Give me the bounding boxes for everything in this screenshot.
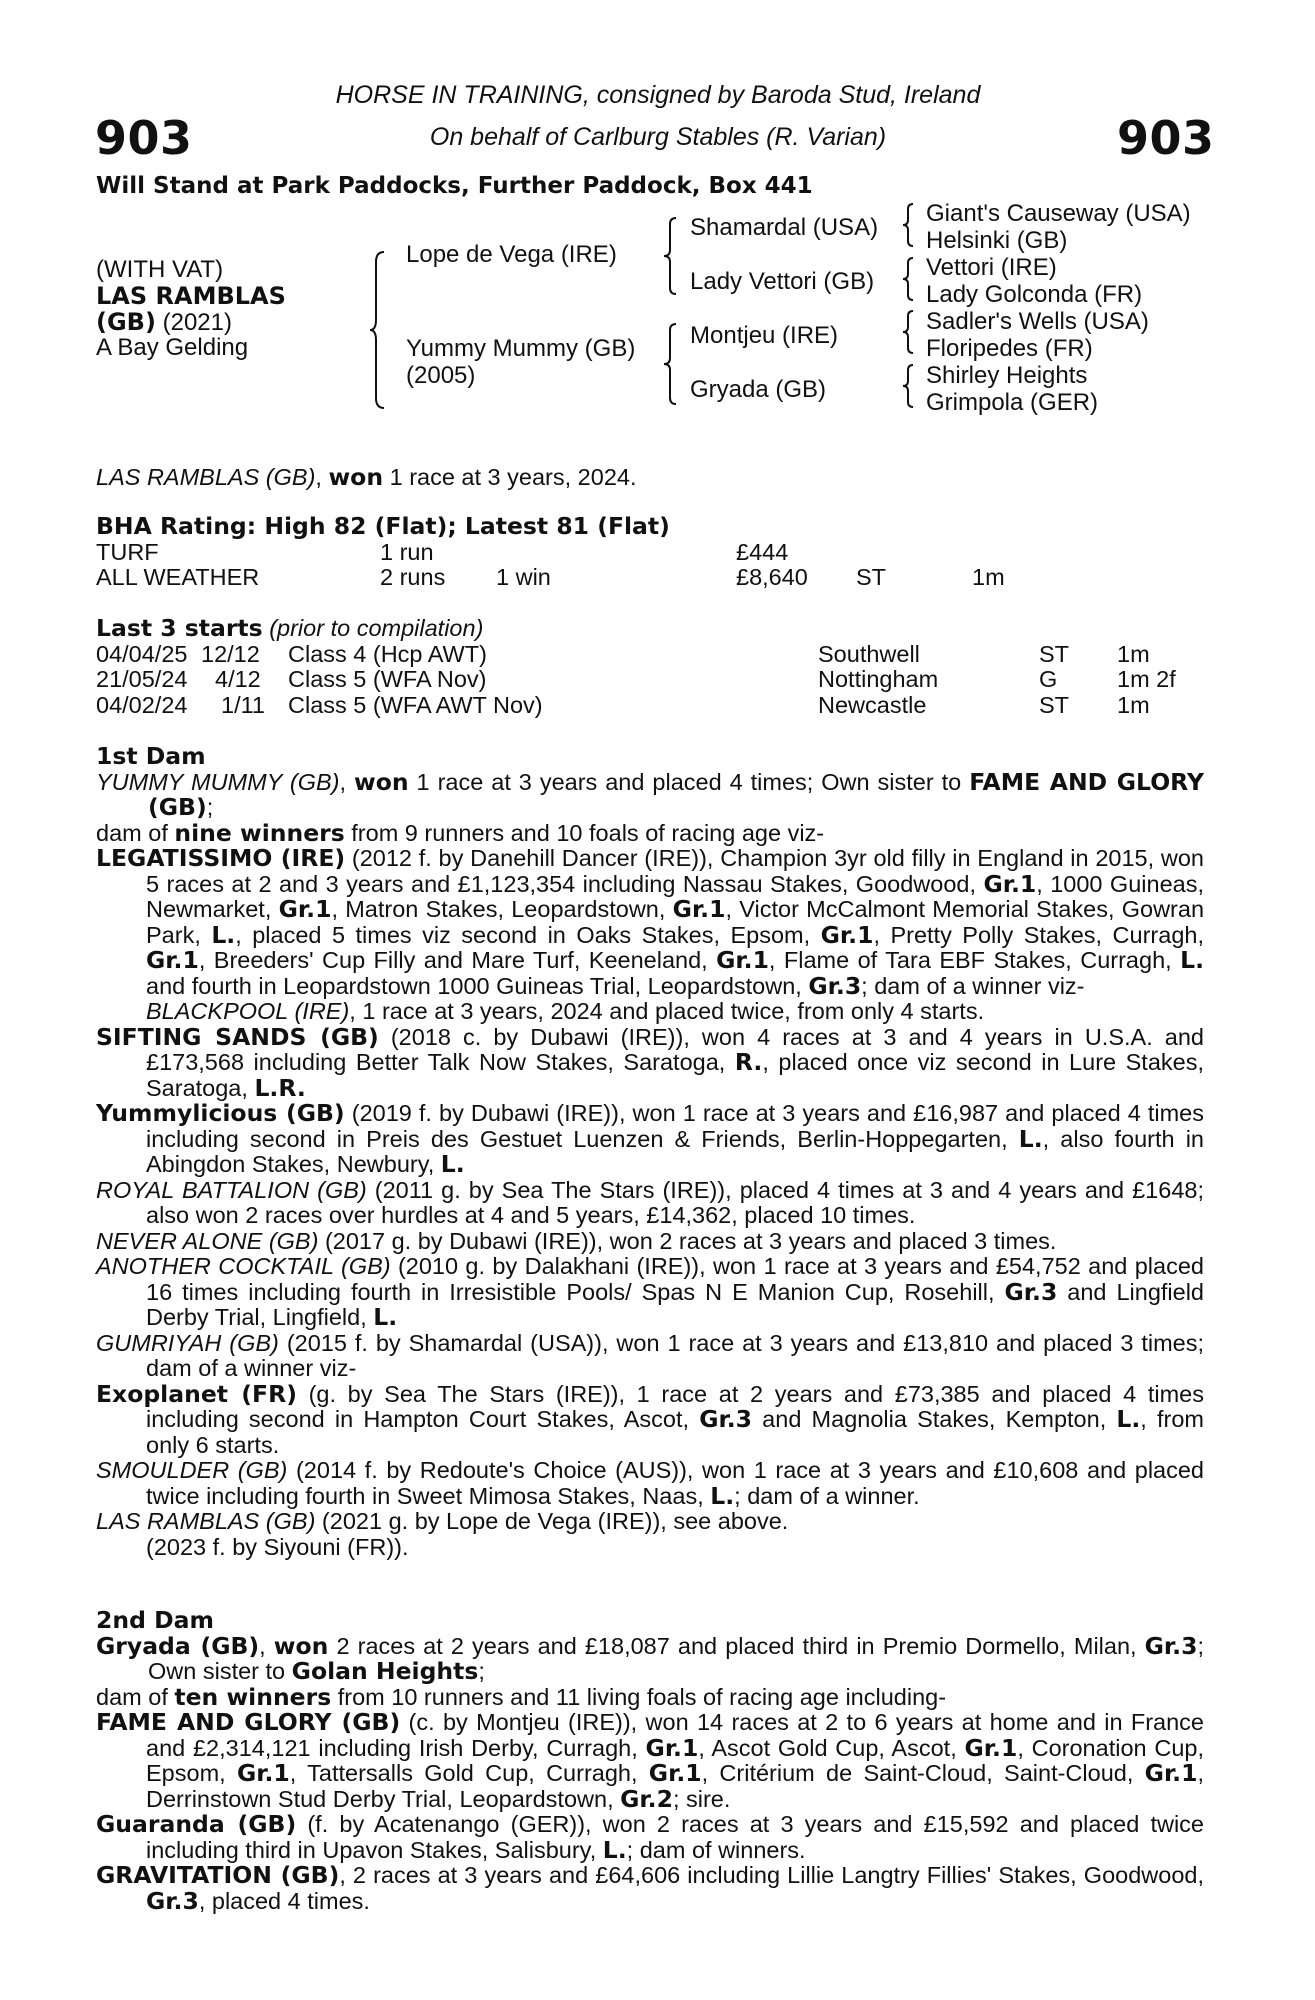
produce-text: (2021 g. by Lope de Vega (IRE)), see above.: [315, 1508, 789, 1534]
start-course: Nottingham: [818, 666, 939, 692]
produce-text: (2015 f. by Shamardal (USA)), won 1 race at 3 years and £13,810 and placed 3 times; dam of a winner viz-: [146, 1329, 1204, 1381]
grade: Gr.3: [808, 971, 862, 1000]
rating-heading: BHA Rating: High 82 (Flat); Latest 81 (Flat): [96, 512, 670, 540]
produce-text: , Coronation Cup, Epsom,: [146, 1734, 1204, 1786]
start-date: 21/05/24: [96, 666, 188, 692]
summary-name: LAS RAMBLAS (GB): [96, 464, 316, 490]
sister-name: Golan Heights: [291, 1657, 479, 1685]
produce-entry-gumriyah: [96, 1331, 1204, 1382]
horse-name: LAS RAMBLAS: [96, 282, 286, 310]
produce-text: , from only 6 starts.: [146, 1406, 1204, 1458]
gg-6: Floripedes (FR): [926, 335, 1093, 362]
last-starts-heading: Last 3 starts: [96, 614, 263, 642]
gg-5: Sadler's Wells (USA): [926, 308, 1149, 335]
produce-text: ; dam of winners.: [626, 1836, 806, 1863]
produce-text: , also fourth in Abingdon Stakes, Newbury,: [146, 1125, 1204, 1177]
grade: L.: [1180, 946, 1204, 974]
grade: Gr.1: [672, 895, 726, 923]
grade: Gr.3: [146, 1886, 199, 1915]
grade: Gr.3: [1144, 1631, 1198, 1660]
dam-text: 2 races at 2 years and £18,087 and placed third in Premio Dormello, Milan,: [328, 1632, 1145, 1659]
produce-text: (2011 g. by Sea The Stars (IRE)), placed 4 times at 3 and 4 years and £1648; also won 2 races over hurdles at 4 and 5 years, £14,362, placed 10 times.: [146, 1176, 1204, 1228]
lot-number-right: 903: [1117, 111, 1215, 165]
produce-text: , Flame of Tara EBF Stakes, Curragh,: [768, 947, 1181, 973]
produce-text: , Pretty Polly Stakes, Curragh,: [873, 921, 1204, 948]
produce-text: , Victor McCalmont Memorial Stakes, Gowran Park,: [146, 896, 1205, 948]
dam-text: ; Own sister to: [148, 1632, 1204, 1684]
dam-of-text: from 10 runners and 11 living foals of racing age including-: [331, 1683, 947, 1710]
rating-dist: 1m: [972, 564, 1005, 590]
produce-text: (2012 f. by Danehill Dancer (IRE)), Champion 3yr old filly in England in 2015, won 5 races at 2 and 3 years and £1,123,354 including Nassau Stakes, Goodwood,: [146, 845, 1204, 897]
produce-name: GRAVITATION (GB): [96, 1861, 340, 1889]
produce-entry-legatissimo: [96, 846, 1204, 999]
grade: Gr.1: [716, 946, 769, 974]
produce-text: , placed once viz second in Lure Stakes, Saratoga,: [146, 1049, 1204, 1101]
grade: L.: [211, 920, 236, 949]
produce-text: ; dam of a winner viz-: [861, 972, 1085, 999]
produce-text: (2019 f. by Dubawi (IRE)), won 1 race at 3 years and £16,987 and placed 4 times including second in Preis des Gestuet Luenzen & Friends, Berlin-Hoppegarten,: [146, 1100, 1204, 1152]
last-starts-note: (prior to compilation): [269, 615, 484, 641]
produce-entry-2023-foal: [96, 1535, 1204, 1561]
pedigree-brace-dam: [664, 322, 678, 406]
sister-name: FAME AND GLORY (GB): [148, 767, 1204, 821]
grade: L.: [1018, 1124, 1043, 1153]
grade: Gr.3: [699, 1405, 753, 1433]
rating-surface: TURF: [96, 538, 159, 565]
produce-text: , Critérium de Saint-Cloud, Saint-Cloud,: [701, 1760, 1145, 1786]
winners-count: nine winners: [174, 818, 345, 847]
dam-text: 1 race at 3 years and placed 4 times; Own sister to: [408, 768, 970, 795]
rating-section: [96, 514, 1204, 591]
start-pos: 12/12: [201, 640, 260, 667]
produce-text: and fourth in Leopardstown 1000 Guineas Trial, Leopardstown,: [146, 972, 809, 999]
produce-text: (2018 c. by Dubawi (IRE)), won 4 races at 3 and 4 years in U.S.A. and £173,568 including Better Talk Now Stakes, Saratoga,: [146, 1023, 1204, 1075]
produce-entry-another-cocktail: [96, 1254, 1204, 1331]
gg-7: Shirley Heights: [926, 362, 1088, 389]
vat-label: (WITH VAT): [96, 256, 224, 283]
start-race: Class 5 (WFA Nov): [288, 666, 487, 692]
produce-text: , placed 4 times.: [198, 1887, 370, 1914]
first-dam-paragraph: YUMMY MUMMY (GB), won 1 race at 3 years and placed 4 times; Own sister to FAME AND GLORY (GB);: [96, 767, 1204, 821]
lot-number-left: 903: [95, 111, 193, 165]
rating-prize: £444: [736, 538, 789, 565]
on-behalf-line: On behalf of Carlburg Stables (R. Varian): [429, 123, 887, 151]
grade: L.: [1116, 1405, 1141, 1433]
consignor-line: HORSE IN TRAINING, consigned by Baroda Stud, Ireland: [335, 81, 981, 109]
start-going: ST: [1039, 691, 1070, 718]
produce-name: ANOTHER COCKTAIL (GB): [96, 1253, 391, 1279]
grade: R.: [734, 1048, 763, 1076]
first-dam-heading: 1st Dam: [96, 742, 206, 770]
produce-name: SMOULDER (GB): [96, 1457, 288, 1483]
produce-sub-exoplanet: [96, 1379, 1204, 1459]
dam-of-text: from 9 runners and 10 foals of racing age viz-: [344, 819, 825, 846]
start-going: G: [1039, 666, 1058, 692]
produce-name: GUMRIYAH (GB): [96, 1329, 279, 1356]
grade: Gr.1: [278, 895, 332, 923]
dam-name: Yummy Mummy (GB): [406, 335, 636, 362]
produce-text: , Matron Stakes, Leopardstown,: [331, 896, 673, 922]
grade: Gr.1: [820, 920, 874, 949]
dam-of-text: dam of: [96, 819, 175, 846]
start-course: Southwell: [818, 640, 920, 667]
won-label: won: [273, 1631, 329, 1660]
grade: L.: [602, 1835, 627, 1864]
produce-sub-blackpool: [96, 999, 1204, 1025]
grade: Gr.1: [648, 1759, 702, 1787]
produce-text: , Tattersalls Gold Cup, Curragh,: [289, 1760, 649, 1786]
last-starts-heading-line: [96, 616, 1204, 642]
start-dist: 1m: [1117, 640, 1150, 667]
produce-text: (2017 g. by Dubawi (IRE)), won 2 races at 3 years and placed 3 times.: [318, 1227, 1057, 1254]
produce-text: , Breeders' Cup Filly and Mare Turf, Keeneland,: [198, 947, 717, 973]
start-course: Newcastle: [818, 691, 927, 718]
produce-name: Yummylicious (GB): [96, 1099, 345, 1127]
start-pos: 1/11: [221, 691, 265, 718]
grade: Gr.2: [620, 1784, 673, 1813]
grade: Gr.1: [146, 946, 199, 974]
grade: L.R.: [254, 1073, 306, 1102]
second-dam-section: [96, 1608, 1204, 1914]
produce-entry-smoulder: [96, 1458, 1204, 1509]
produce-entry-royal-battalion: [96, 1178, 1204, 1229]
rating-row-aw: [96, 565, 1204, 591]
dam-of-text: dam of: [96, 1683, 175, 1710]
won-label: won: [354, 767, 409, 796]
dam-text: ;: [478, 1658, 485, 1684]
produce-text: (f. by Acatenango (GER)), won 2 races at 3 years and £15,592 and placed twice including third in Upavon Stakes, Salisbury,: [146, 1811, 1204, 1863]
produce-entry-never-alone: [96, 1229, 1204, 1255]
grade: Gr.1: [645, 1733, 699, 1762]
produce-text: (2010 g. by Dalakhani (IRE)), won 1 race at 3 years and £54,752 and placed 16 times including fourth in Irresistible Pools/ Spas N E Manion Cup, Rosehill,: [146, 1253, 1204, 1305]
start-race: Class 5 (WFA AWT Nov): [288, 691, 543, 718]
gg-2: Helsinki (GB): [926, 227, 1068, 254]
produce-text: and Lingfield Derby Trial, Lingfield,: [146, 1278, 1205, 1330]
horse-country: (GB): [96, 308, 156, 336]
produce-text: , 1 race at 3 years, 2024 and placed twice, from only 4 starts.: [349, 998, 985, 1024]
last-starts-section: [96, 616, 1204, 718]
summary-rest: 1 race at 3 years, 2024.: [383, 464, 637, 490]
grade: Gr.3: [1004, 1277, 1058, 1306]
winners-count: ten winners: [174, 1682, 332, 1711]
pedigree-brace-g4: [903, 364, 915, 408]
dam-name: Gryada (GB): [96, 1631, 260, 1660]
rating-going: ST: [856, 564, 887, 590]
produce-entry-fame-and-glory: [96, 1710, 1204, 1812]
rating-runs: 2 runs: [380, 564, 446, 590]
produce-entry-las-ramblas: [96, 1509, 1204, 1535]
produce-text: and Magnolia Stakes, Kempton,: [752, 1406, 1117, 1432]
start-pos: 4/12: [215, 666, 261, 692]
horse-year: (2021): [162, 309, 232, 336]
rating-row-turf: [96, 540, 1204, 566]
sire-sire: Shamardal (USA): [690, 214, 879, 241]
grade: Gr.1: [236, 1759, 290, 1787]
first-dam-section: [96, 744, 1204, 1560]
grade: Gr.1: [1144, 1759, 1198, 1787]
dam-name: YUMMY MUMMY (GB): [96, 768, 340, 795]
produce-entry-yummylicious: [96, 1101, 1204, 1178]
produce-text: ; dam of a winner.: [734, 1482, 920, 1509]
produce-entry-sifting-sands: [96, 1022, 1204, 1102]
produce-name: Exoplanet (FR): [96, 1379, 297, 1408]
rating-runs: 1 run: [380, 538, 434, 565]
rating-wins: 1 win: [496, 564, 551, 590]
start-row: [96, 693, 1204, 719]
gg-8: Grimpola (GER): [926, 389, 1099, 416]
produce-name: SIFTING SANDS (GB): [96, 1022, 379, 1051]
horse-description: A Bay Gelding: [96, 334, 249, 361]
gg-4: Lady Golconda (FR): [926, 281, 1143, 308]
stand-location: Will Stand at Park Paddocks, Further Paddock, Box 441: [96, 173, 813, 199]
start-date: 04/04/25: [96, 640, 188, 667]
produce-text: , Derrinstown Stud Derby Trial, Leopardstown,: [146, 1760, 1204, 1812]
produce-text: (2023 f. by Siyouni (FR)).: [146, 1533, 409, 1560]
summary-won: won: [328, 463, 384, 491]
start-date: 04/02/24: [96, 691, 188, 718]
pedigree-brace-g2: [903, 257, 915, 301]
produce-entry-guaranda: [96, 1812, 1204, 1863]
produce-text: , Ascot Gold Cup, Ascot,: [698, 1734, 965, 1761]
sire-dam: Lady Vettori (GB): [690, 268, 875, 295]
produce-text: (c. by Montjeu (IRE)), won 14 races at 2 to 6 years at home and in France and £2,314,121 including Irish Derby, Curragh,: [146, 1709, 1204, 1761]
second-dam-produce-line: [96, 1682, 1204, 1711]
first-dam-produce-line: [96, 818, 1204, 847]
grade: L.: [440, 1150, 465, 1178]
rating-surface: ALL WEATHER: [96, 564, 260, 590]
start-going: ST: [1039, 640, 1070, 667]
horse-country-year: [96, 309, 232, 336]
grade: Gr.1: [964, 1733, 1018, 1762]
gg-1: Giant's Causeway (USA): [926, 200, 1191, 227]
produce-text: , placed 5 times viz second in Oaks Stakes, Epsom,: [235, 921, 821, 948]
produce-text: (2014 f. by Redoute's Choice (AUS)), won 1 race at 3 years and £10,608 and placed twice including fourth in Sweet Mimosa Stakes, Naas,: [146, 1457, 1204, 1509]
dam-dam: Gryada (GB): [690, 376, 827, 403]
dam-sire: Montjeu (IRE): [690, 322, 839, 349]
gg-3: Vettori (IRE): [926, 254, 1057, 281]
start-dist: 1m 2f: [1117, 666, 1176, 692]
pedigree-brace-g3: [903, 310, 915, 354]
pedigree-brace-g1: [903, 203, 915, 247]
sire-name: Lope de Vega (IRE): [406, 241, 617, 268]
produce-name: BLACKPOOL (IRE): [146, 998, 350, 1024]
dam-text: ;: [206, 794, 214, 820]
pedigree-brace-sire: [664, 216, 678, 296]
produce-name: FAME AND GLORY (GB): [96, 1708, 401, 1736]
produce-name: Guaranda (GB): [96, 1810, 297, 1838]
produce-text: ; sire.: [672, 1785, 731, 1812]
start-race: Class 4 (Hcp AWT): [288, 640, 487, 667]
produce-text: (g. by Sea The Stars (IRE)), 1 race at 2 years and £73,385 and placed 4 times including second in Hampton Court Stakes, Ascot,: [146, 1380, 1204, 1432]
produce-name: LEGATISSIMO (IRE): [96, 844, 346, 872]
grade: L.: [710, 1481, 735, 1510]
rating-prize: £8,640: [736, 564, 808, 590]
produce-name: LAS RAMBLAS (GB): [96, 1508, 316, 1534]
second-dam-paragraph: Gryada (GB), won 2 races at 2 years and £18,087 and placed third in Premio Dormello, Milan, Gr.3; Own sister to Golan Heights;: [96, 1631, 1204, 1685]
grade: Gr.1: [983, 869, 1037, 898]
start-row: [96, 642, 1204, 668]
pedigree-brace-main: [370, 250, 390, 410]
produce-name: ROYAL BATTALION (GB): [96, 1176, 367, 1203]
produce-sub-gravitation: [96, 1863, 1204, 1914]
second-dam-heading: 2nd Dam: [96, 1606, 214, 1634]
start-row: [96, 667, 1204, 693]
produce-name: NEVER ALONE (GB): [96, 1227, 319, 1254]
produce-text: , 2 races at 3 years and £64,606 including Lillie Langtry Fillies' Stakes, Goodwood,: [339, 1862, 1204, 1888]
race-summary: LAS RAMBLAS (GB), won 1 race at 3 years, 2024.: [96, 463, 637, 491]
start-dist: 1m: [1117, 691, 1150, 718]
produce-text: , 1000 Guineas, Newmarket,: [146, 870, 1204, 922]
dam-year: (2005): [406, 362, 476, 389]
grade: L.: [373, 1303, 398, 1331]
